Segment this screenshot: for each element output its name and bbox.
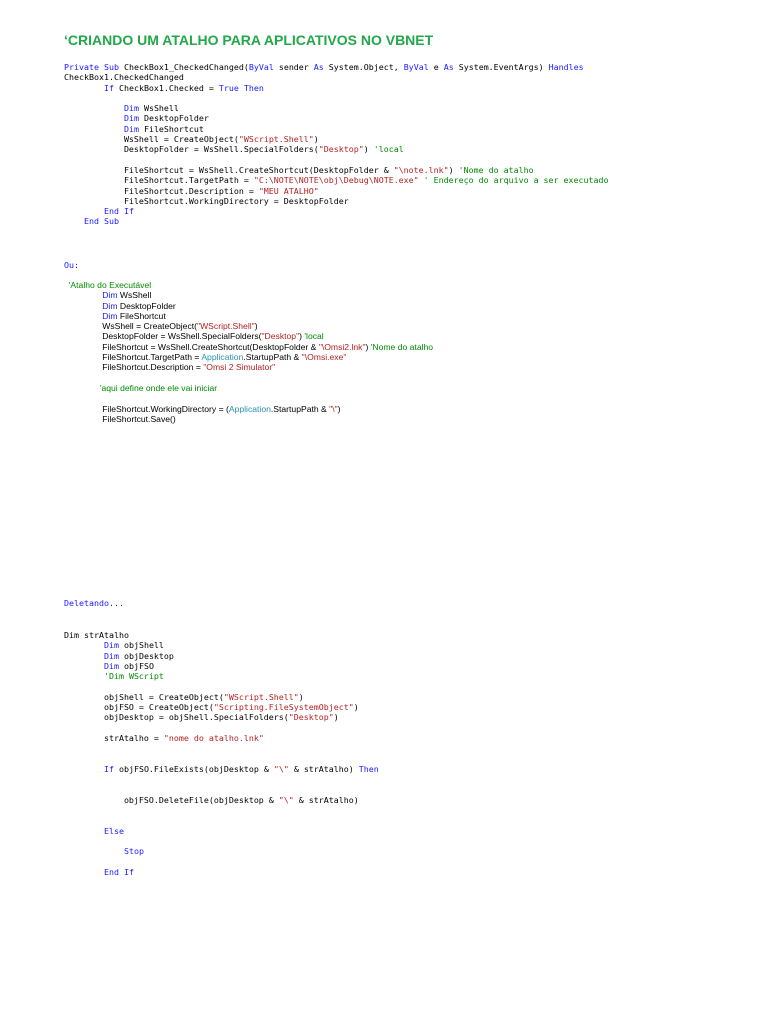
code-line — [64, 404, 433, 414]
code-line — [64, 640, 379, 650]
code-line — [64, 702, 379, 712]
code-token: 'Atalho do Executável — [68, 280, 152, 290]
code-token: WsShell = CreateObject( — [64, 321, 198, 332]
code-token: Then — [358, 763, 379, 774]
code-line — [64, 857, 379, 867]
code-token: CheckBox1.Checked = — [113, 82, 219, 93]
code-line — [64, 784, 379, 794]
code-token: DesktopFolder — [117, 300, 176, 311]
code-line — [64, 155, 609, 165]
code-token — [64, 301, 102, 311]
code-token: FileShortcut.TargetPath = — [64, 352, 202, 363]
code-token — [64, 290, 102, 300]
code-token: .StartupPath & — [270, 403, 330, 414]
code-token: WsShell — [138, 103, 179, 114]
code-token — [64, 216, 84, 226]
code-token: Application — [201, 352, 244, 363]
code-block-delete-shortcut — [64, 630, 379, 877]
code-token: System.Object, — [323, 62, 404, 72]
code-line — [64, 383, 433, 393]
code-token: Dim — [123, 113, 139, 124]
code-token — [64, 867, 104, 877]
code-token: End If — [103, 206, 134, 217]
code-line — [64, 630, 379, 640]
code-token: DesktopFolder = WsShell.SpecialFolders( — [64, 331, 262, 342]
ou-label — [64, 260, 79, 270]
code-token: As — [313, 62, 324, 72]
code-line — [64, 134, 609, 144]
code-line — [64, 846, 379, 856]
code-token: System.EventArgs) — [453, 62, 549, 72]
code-token: FileShortcut.Description = — [64, 362, 204, 373]
code-token: Dim — [103, 650, 119, 661]
code-token: ) — [254, 321, 258, 332]
code-line — [64, 723, 379, 733]
code-token: 'local — [304, 331, 324, 342]
code-token: Dim — [103, 660, 119, 671]
code-token: ) — [448, 164, 459, 175]
code-line — [64, 671, 379, 681]
code-token — [64, 83, 104, 93]
code-token: "MEU ATALHO" — [258, 185, 319, 196]
code-block-create-shortcut — [64, 62, 609, 227]
code-line — [64, 196, 609, 206]
code-token: ' Endereço do arquivo a ser executado — [423, 175, 609, 186]
code-line — [64, 352, 433, 362]
code-token — [64, 311, 102, 321]
code-token: objFSO.DeleteFile(objDesktop & — [64, 794, 279, 805]
code-token: Else — [103, 825, 124, 836]
code-token: Handles — [548, 62, 584, 72]
code-token: 'Dim WScript — [103, 671, 164, 682]
code-token: objShell = CreateObject( — [64, 691, 224, 702]
code-token: Dim — [102, 290, 118, 301]
code-token: strAtalho = — [64, 732, 164, 743]
code-line — [64, 774, 379, 784]
code-line — [64, 144, 609, 154]
code-token: FileShortcut.Save() — [64, 413, 176, 424]
code-token: & strAtalho) — [293, 794, 359, 805]
code-token: 'aqui define onde ele vai iniciar — [99, 382, 218, 393]
code-token: "C:\NOTE\NOTE\obj\Debug\NOTE.exe" — [253, 175, 419, 186]
code-token: "nome do atalho.lnk" — [163, 732, 264, 743]
code-token: "WScript.Shell" — [238, 134, 314, 145]
code-line — [64, 62, 609, 72]
code-line — [64, 743, 379, 753]
code-token: ByVal — [403, 62, 429, 72]
code-token: objDesktop = objShell.SpecialFolders( — [64, 712, 289, 723]
code-token: Dim — [102, 300, 118, 311]
code-token: Stop — [123, 846, 144, 857]
code-token — [64, 640, 104, 650]
code-line — [64, 301, 433, 311]
code-token: 'Nome do atalho — [458, 164, 534, 175]
code-line — [64, 795, 379, 805]
code-token: e — [428, 62, 444, 72]
code-token: objFSO = CreateObject( — [64, 702, 214, 713]
code-line — [64, 216, 609, 226]
code-token: FileShortcut — [138, 123, 204, 134]
deletando-label — [64, 598, 124, 608]
code-token: CheckBox1_CheckedChanged( — [123, 62, 249, 72]
code-line — [64, 692, 379, 702]
code-token: FileShortcut.WorkingDirectory = ( — [64, 403, 229, 414]
code-line — [64, 93, 609, 103]
code-line — [64, 393, 433, 403]
code-token: .StartupPath & — [243, 352, 302, 363]
code-token: ByVal — [248, 62, 274, 72]
code-line — [64, 414, 433, 424]
code-token: Application — [228, 403, 271, 414]
code-token — [64, 764, 104, 774]
deletando-label-text: Deletando... — [64, 598, 124, 608]
code-token: DesktopFolder = WsShell.SpecialFolders( — [64, 144, 319, 155]
code-token — [64, 113, 124, 123]
code-token: "\" — [329, 403, 338, 414]
code-token: ) — [363, 144, 374, 155]
code-line — [64, 124, 609, 134]
code-line — [64, 661, 379, 671]
code-token: WsShell = CreateObject( — [64, 134, 239, 145]
code-line — [64, 321, 433, 331]
code-line — [64, 331, 433, 341]
code-token: "Omsi 2 Simulator" — [203, 362, 276, 373]
code-token: CheckBox1.CheckedChanged — [64, 72, 184, 83]
code-token: End Sub — [83, 216, 119, 227]
code-token: ) — [353, 702, 359, 713]
code-token: If — [103, 82, 114, 93]
code-token: FileShortcut = WsShell.CreateShortcut(DesktopFolder & — [64, 164, 394, 175]
code-token: "\" — [278, 794, 294, 805]
code-token: "Desktop" — [261, 331, 300, 342]
code-line — [64, 681, 379, 691]
code-line — [64, 651, 379, 661]
code-line — [64, 290, 433, 300]
code-token — [64, 124, 124, 134]
code-token: True Then — [218, 82, 264, 93]
code-token: WsShell — [117, 290, 152, 301]
code-line — [64, 165, 609, 175]
code-line — [64, 342, 433, 352]
code-line — [64, 83, 609, 93]
code-token: "WScript.Shell" — [197, 321, 255, 332]
code-line — [64, 805, 379, 815]
code-token: Dim — [102, 310, 118, 321]
code-token: "Scripting.FileSystemObject" — [213, 702, 354, 713]
code-token — [64, 671, 104, 681]
code-token: objFSO — [118, 660, 154, 671]
code-token: DesktopFolder — [138, 113, 209, 124]
code-token: "Desktop" — [318, 144, 364, 155]
code-token: "WScript.Shell" — [223, 691, 299, 702]
code-line — [64, 373, 433, 383]
code-token — [64, 661, 104, 671]
code-token: ) — [313, 134, 319, 145]
code-line — [64, 280, 433, 290]
code-token — [64, 103, 124, 113]
ou-label-text: Ou: — [64, 260, 79, 270]
code-line — [64, 836, 379, 846]
code-token: As — [443, 62, 454, 72]
code-line — [64, 712, 379, 722]
code-token: Dim — [123, 103, 139, 114]
code-token: FileShortcut.WorkingDirectory = DesktopFolder — [64, 195, 349, 206]
code-line — [64, 362, 433, 372]
code-token: "\note.lnk" — [393, 164, 449, 175]
code-token: If — [103, 763, 114, 774]
code-line — [64, 175, 609, 185]
code-line — [64, 103, 609, 113]
code-token: "\Omsi.exe" — [301, 352, 347, 363]
code-token — [64, 826, 104, 836]
code-token: Dim — [103, 640, 119, 651]
code-token: objFSO.FileExists(objDesktop & — [113, 763, 274, 774]
code-token: 'Nome do atalho — [370, 341, 434, 352]
code-token — [64, 383, 100, 393]
code-token: Dim strAtalho — [64, 630, 129, 640]
code-token: & strAtalho) — [288, 763, 359, 774]
code-line — [64, 754, 379, 764]
page-title: ‘CRIANDO UM ATALHO PARA APLICATIVOS NO VBNET — [64, 32, 434, 48]
code-line — [64, 72, 609, 82]
code-line — [64, 764, 379, 774]
code-token: "Desktop" — [288, 712, 334, 723]
code-token: FileShortcut = WsShell.CreateShortcut(DesktopFolder & — [64, 341, 319, 352]
code-line — [64, 311, 433, 321]
code-token: End If — [103, 866, 134, 877]
code-token: Private Sub — [64, 62, 124, 72]
code-line — [64, 206, 609, 216]
code-token: "\" — [273, 763, 289, 774]
code-token: Dim — [123, 123, 139, 134]
code-token: ) — [298, 691, 304, 702]
code-line — [64, 186, 609, 196]
code-token: 'local — [373, 144, 404, 155]
code-token: objDesktop — [118, 650, 174, 661]
code-line — [64, 826, 379, 836]
code-token: "\Omsi2.lnk" — [318, 341, 366, 352]
code-token: FileShortcut.TargetPath = — [64, 175, 254, 186]
code-token — [64, 651, 104, 661]
code-token: ) — [299, 331, 305, 342]
code-line — [64, 815, 379, 825]
code-token: FileShortcut.Description = — [64, 185, 259, 196]
code-token — [64, 846, 124, 856]
code-line — [64, 867, 379, 877]
code-line — [64, 733, 379, 743]
code-line — [64, 113, 609, 123]
code-token: sender — [273, 62, 314, 72]
code-token: ) — [333, 712, 339, 723]
code-token: objShell — [118, 640, 164, 651]
code-token: FileShortcut — [117, 310, 166, 321]
code-token: ) — [365, 341, 371, 352]
code-block-executable-shortcut — [64, 280, 433, 424]
code-token — [64, 206, 104, 216]
code-token: ) — [337, 403, 341, 414]
